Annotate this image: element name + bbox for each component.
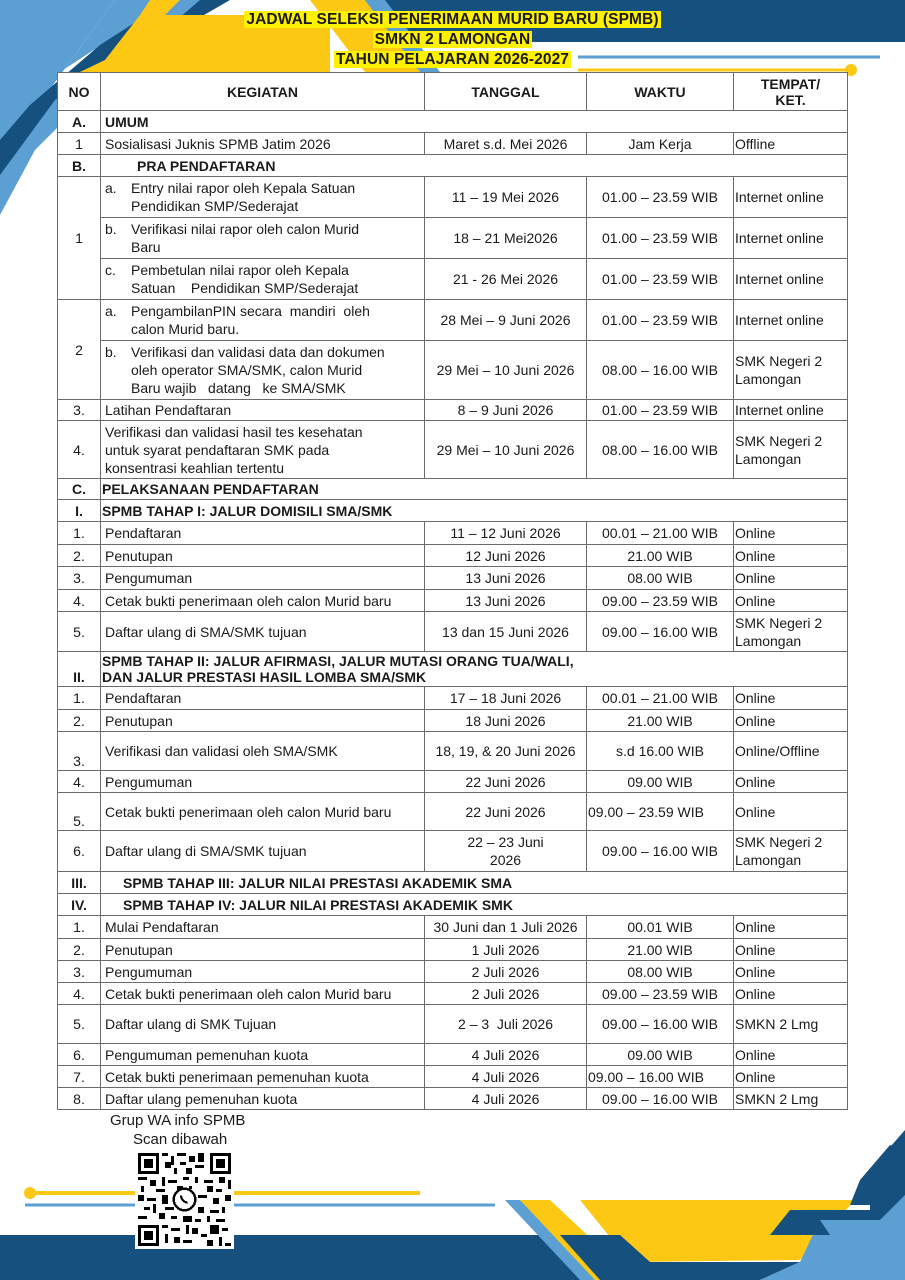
row-no: 1. (58, 916, 101, 939)
row-waktu: Jam Kerja (587, 133, 734, 155)
row-tempat: Internet online (734, 177, 848, 218)
table-row (58, 732, 848, 771)
row-kegiatan: Penutupan (101, 939, 425, 961)
row-waktu: 01.00 – 23.59 WIB (587, 259, 734, 300)
section-row-b (58, 155, 848, 177)
section-row-tahap-2 (58, 652, 848, 687)
row-tanggal: Maret s.d. Mei 2026 (425, 133, 587, 155)
row-no: 2. (58, 939, 101, 961)
row-tempat: Internet online (734, 218, 848, 259)
row-no: 8. (58, 1088, 101, 1110)
sub-letter: b. (105, 344, 117, 360)
row-waktu: 21.00 WIB (587, 939, 734, 961)
tanggal-line: 2026 (489, 852, 522, 868)
kegiatan-line: untuk syarat pendaftaran SMK pada (105, 441, 330, 458)
row-tempat: Online (734, 1044, 848, 1066)
row-no: 3. (58, 400, 101, 421)
row-tanggal: 8 – 9 Juni 2026 (425, 400, 587, 421)
table-row (58, 590, 848, 612)
section-no: A. (58, 111, 101, 133)
table-header-row (58, 73, 848, 111)
table-row (58, 793, 848, 831)
row-no: 2 (58, 300, 101, 400)
row-tanggal: 17 – 18 Juni 2026 (425, 687, 587, 710)
table-row (58, 545, 848, 567)
row-kegiatan: Cetak bukti penerimaan pemenuhan kuota (101, 1066, 425, 1088)
row-tempat (734, 421, 848, 479)
row-tempat: Internet online (734, 400, 848, 421)
row-no: 6. (58, 1044, 101, 1066)
tempat-line: SMK Negeri 2 (735, 432, 823, 449)
section-no: III. (58, 872, 101, 894)
table-row (58, 612, 848, 652)
row-waktu: 00.01 – 21.00 WIB (587, 687, 734, 710)
row-tempat: Online (734, 939, 848, 961)
row-tanggal: 12 Juni 2026 (425, 545, 587, 567)
row-tanggal: 11 – 19 Mei 2026 (425, 177, 587, 218)
sub-letter: a. (105, 180, 117, 196)
row-tempat: Online/Offline (734, 732, 848, 771)
row-tanggal: 28 Mei – 9 Juni 2026 (425, 300, 587, 341)
row-tempat: Online (734, 590, 848, 612)
row-no: 3. (58, 567, 101, 590)
kegiatan-line: Pendidikan SMP/Sederajat (131, 198, 299, 214)
tempat-line: SMK Negeri 2 (735, 353, 823, 369)
row-no: 1 (58, 177, 101, 300)
row-kegiatan: Verifikasi dan validasi oleh SMA/SMK (101, 732, 425, 771)
scan-below-label: Scan dibawah (133, 1131, 228, 1148)
row-tempat (734, 612, 848, 652)
kegiatan-line: Entry nilai rapor oleh Kepala Satuan (131, 180, 356, 196)
table-row (58, 341, 848, 400)
row-no: 1 (58, 133, 101, 155)
table-row (58, 177, 848, 218)
section-no: B. (58, 155, 101, 177)
row-no: 5. (58, 1005, 101, 1044)
row-tanggal: 13 Juni 2026 (425, 567, 587, 590)
row-no: 5. (58, 793, 101, 831)
row-waktu: 09.00 – 23.59 WIB (587, 983, 734, 1005)
row-kegiatan: Pengumuman pemenuhan kuota (101, 1044, 425, 1066)
row-tempat: Online (734, 545, 848, 567)
row-tempat (734, 341, 848, 400)
kegiatan-line: Pembetulan nilai rapor oleh Kepala (131, 262, 349, 278)
row-waktu: 09.00 – 16.00 WIB (587, 1088, 734, 1110)
title-line-2 (0, 31, 905, 49)
table-row (58, 916, 848, 939)
row-waktu: 09.00 – 16.00 WIB (587, 1005, 734, 1044)
row-waktu: 00.01 – 21.00 WIB (587, 522, 734, 545)
row-tempat: Offline (734, 133, 848, 155)
row-no: 3. (58, 732, 101, 771)
row-no: 4. (58, 771, 101, 793)
row-kegiatan: Pengumuman (101, 567, 425, 590)
row-tempat: Online (734, 793, 848, 831)
row-waktu: s.d 16.00 WIB (587, 732, 734, 771)
title-text-2: SMKN 2 LAMONGAN (374, 31, 531, 48)
row-tempat: Online (734, 771, 848, 793)
row-no: 1. (58, 687, 101, 710)
kegiatan-line: Baru wajib datang ke SMA/SMK (131, 380, 346, 396)
row-waktu: 09.00 – 23.59 WIB (587, 793, 734, 831)
row-waktu: 21.00 WIB (587, 545, 734, 567)
sub-letter: c. (105, 262, 116, 278)
row-no: 6. (58, 831, 101, 872)
row-tanggal: 22 Juni 2026 (425, 793, 587, 831)
kegiatan-line: oleh operator SMA/SMK, calon Murid (131, 362, 363, 378)
row-kegiatan: Pengumuman (101, 771, 425, 793)
section-title: SPMB TAHAP IV: JALUR NILAI PRESTASI AKADEMIK SMK (101, 894, 848, 916)
table-row (58, 133, 848, 155)
section-row-tahap-4 (58, 894, 848, 916)
row-kegiatan: Penutupan (101, 710, 425, 732)
table-row (58, 400, 848, 421)
row-no: 1. (58, 522, 101, 545)
kegiatan-line: Satuan Pendidikan SMP/Sederajat (131, 280, 359, 296)
row-kegiatan (101, 218, 425, 259)
section-title: SPMB TAHAP III: JALUR NILAI PRESTASI AKADEMIK SMA (101, 872, 848, 894)
row-waktu: 08.00 – 16.00 WIB (587, 341, 734, 400)
row-tempat: SMKN 2 Lmg (734, 1005, 848, 1044)
kegiatan-line: calon Murid baru. (131, 321, 240, 337)
kegiatan-line: Baru (131, 239, 161, 255)
row-waktu: 01.00 – 23.59 WIB (587, 218, 734, 259)
section-no: II. (58, 652, 101, 687)
row-tanggal: 2 Juli 2026 (425, 961, 587, 983)
section-title-line: DAN JALUR PRESTASI HASIL LOMBA SMA/SMK (102, 669, 427, 685)
row-tempat (734, 831, 848, 872)
row-tanggal: 30 Juni dan 1 Juli 2026 (425, 916, 587, 939)
section-no: I. (58, 500, 101, 522)
col-header-tempat-l2: KET. (775, 91, 806, 108)
table-row (58, 939, 848, 961)
table-row (58, 218, 848, 259)
row-kegiatan: Pengumuman (101, 961, 425, 983)
row-kegiatan: Daftar ulang pemenuhan kuota (101, 1088, 425, 1110)
whatsapp-qr-code-icon[interactable] (135, 1150, 234, 1249)
tempat-line: SMK Negeri 2 (735, 834, 823, 850)
row-kegiatan (101, 177, 425, 218)
sub-letter: a. (105, 303, 117, 319)
row-waktu: 09.00 WIB (587, 1044, 734, 1066)
row-kegiatan: Pendaftaran (101, 687, 425, 710)
tanggal-line: 22 – 23 Juni (467, 834, 544, 850)
table-row (58, 771, 848, 793)
row-kegiatan: Penutupan (101, 545, 425, 567)
row-kegiatan: Cetak bukti penerimaan oleh calon Murid baru (101, 793, 425, 831)
col-header-waktu: WAKTU (587, 73, 734, 111)
section-title-line: SPMB TAHAP II: JALUR AFIRMASI, JALUR MUTASI ORANG TUA/WALI, (102, 653, 574, 669)
row-waktu: 08.00 WIB (587, 961, 734, 983)
row-tanggal: 1 Juli 2026 (425, 939, 587, 961)
row-kegiatan (101, 421, 425, 479)
row-tanggal: 4 Juli 2026 (425, 1088, 587, 1110)
section-title: UMUM (101, 111, 848, 133)
table-row (58, 687, 848, 710)
kegiatan-line: Verifikasi dan validasi hasil tes kesehatan (105, 423, 363, 440)
row-tanggal: 21 - 26 Mei 2026 (425, 259, 587, 300)
row-tempat: Online (734, 1066, 848, 1088)
section-title: PELAKSANAAN PENDAFTARAN (101, 479, 848, 500)
section-title: PRA PENDAFTARAN (101, 155, 848, 177)
row-tanggal: 4 Juli 2026 (425, 1066, 587, 1088)
row-waktu: 01.00 – 23.59 WIB (587, 400, 734, 421)
row-waktu: 08.00 WIB (587, 567, 734, 590)
row-kegiatan: Sosialisasi Juknis SPMB Jatim 2026 (101, 133, 425, 155)
row-no: 4. (58, 421, 101, 479)
table-row (58, 1005, 848, 1044)
tempat-line: Lamongan (735, 371, 802, 387)
row-tanggal: 29 Mei – 10 Juni 2026 (425, 341, 587, 400)
row-tempat: Online (734, 567, 848, 590)
section-row-tahap-1 (58, 500, 848, 522)
row-tanggal: 2 Juli 2026 (425, 983, 587, 1005)
row-tanggal: 13 Juni 2026 (425, 590, 587, 612)
row-tanggal: 11 – 12 Juni 2026 (425, 522, 587, 545)
table-row (58, 710, 848, 732)
row-tanggal: 22 Juni 2026 (425, 771, 587, 793)
section-row-a (58, 111, 848, 133)
col-header-tempat (734, 73, 848, 111)
title-line-1 (0, 11, 905, 29)
row-tanggal: 4 Juli 2026 (425, 1044, 587, 1066)
row-tanggal: 18 – 21 Mei2026 (425, 218, 587, 259)
section-title (101, 652, 848, 687)
table-row (58, 831, 848, 872)
table-row (58, 567, 848, 590)
row-tanggal: 18 Juni 2026 (425, 710, 587, 732)
row-tempat: Online (734, 961, 848, 983)
kegiatan-line: PengambilanPIN secara mandiri oleh (131, 303, 370, 319)
row-kegiatan: Daftar ulang di SMK Tujuan (101, 1005, 425, 1044)
section-no: C. (58, 479, 101, 500)
row-kegiatan: Cetak bukti penerimaan oleh calon Murid baru (101, 590, 425, 612)
section-row-tahap-3 (58, 872, 848, 894)
row-tanggal: 18, 19, & 20 Juni 2026 (425, 732, 587, 771)
tempat-line: Lamongan (735, 450, 802, 467)
tempat-line: Lamongan (735, 852, 802, 868)
section-title: SPMB TAHAP I: JALUR DOMISILI SMA/SMK (101, 500, 848, 522)
table-row (58, 300, 848, 341)
row-no: 2. (58, 545, 101, 567)
row-tempat: Online (734, 710, 848, 732)
col-header-tempat-l1: TEMPAT/ (760, 75, 821, 92)
row-waktu: 08.00 – 16.00 WIB (587, 421, 734, 479)
row-no: 3. (58, 961, 101, 983)
table-row (58, 1066, 848, 1088)
row-no: 4. (58, 983, 101, 1005)
row-kegiatan: Pendaftaran (101, 522, 425, 545)
row-no: 7. (58, 1066, 101, 1088)
row-tempat: SMKN 2 Lmg (734, 1088, 848, 1110)
title-line-3 (0, 51, 905, 69)
row-kegiatan: Mulai Pendaftaran (101, 916, 425, 939)
table-row (58, 983, 848, 1005)
row-no: 2. (58, 710, 101, 732)
row-tanggal: 29 Mei – 10 Juni 2026 (425, 421, 587, 479)
col-header-kegiatan: KEGIATAN (101, 73, 425, 111)
row-kegiatan: Daftar ulang di SMA/SMK tujuan (101, 831, 425, 872)
tempat-line: Lamongan (735, 632, 802, 649)
row-tempat: Online (734, 916, 848, 939)
kegiatan-line: konsentrasi keahlian tertentu (105, 459, 284, 476)
row-tanggal: 2 – 3 Juli 2026 (425, 1005, 587, 1044)
section-no: IV. (58, 894, 101, 916)
table-row (58, 259, 848, 300)
row-kegiatan (101, 341, 425, 400)
title-text-1: JADWAL SELEKSI PENERIMAAN MURID BARU (SPMB) (246, 11, 659, 28)
table-row (58, 421, 848, 479)
row-tanggal: 13 dan 15 Juni 2026 (425, 612, 587, 652)
table-row (58, 1044, 848, 1066)
wa-group-label: Grup WA info SPMB (110, 1112, 246, 1129)
row-tanggal (425, 831, 587, 872)
row-kegiatan: Latihan Pendaftaran (101, 400, 425, 421)
row-no: 5. (58, 612, 101, 652)
row-tempat: Internet online (734, 300, 848, 341)
row-kegiatan: Daftar ulang di SMA/SMK tujuan (101, 612, 425, 652)
table-row (58, 522, 848, 545)
table-row (58, 1088, 848, 1110)
row-waktu: 09.00 – 16.00 WIB (587, 831, 734, 872)
kegiatan-line: Verifikasi nilai rapor oleh calon Murid (131, 221, 359, 237)
row-waktu: 01.00 – 23.59 WIB (587, 300, 734, 341)
row-tempat: Online (734, 522, 848, 545)
tempat-line: SMK Negeri 2 (735, 614, 823, 631)
row-kegiatan (101, 259, 425, 300)
sub-letter: b. (105, 221, 117, 237)
row-waktu: 09.00 – 16.00 WIB (587, 1066, 734, 1088)
row-waktu: 09.00 WIB (587, 771, 734, 793)
section-row-c (58, 479, 848, 500)
row-waktu: 01.00 – 23.59 WIB (587, 177, 734, 218)
row-tempat: Internet online (734, 259, 848, 300)
row-waktu: 00.01 WIB (587, 916, 734, 939)
table-row (58, 961, 848, 983)
row-waktu: 09.00 – 23.59 WIB (587, 590, 734, 612)
row-waktu: 09.00 – 16.00 WIB (587, 612, 734, 652)
row-tempat: Online (734, 983, 848, 1005)
title-text-3: TAHUN PELAJARAN 2026-2027 (335, 51, 570, 68)
row-kegiatan (101, 300, 425, 341)
kegiatan-line: Verifikasi dan validasi data dan dokumen (131, 344, 385, 360)
row-kegiatan: Cetak bukti penerimaan oleh calon Murid baru (101, 983, 425, 1005)
row-tempat: Online (734, 687, 848, 710)
row-no: 4. (58, 590, 101, 612)
col-header-tanggal: TANGGAL (425, 73, 587, 111)
schedule-table (57, 72, 848, 1110)
col-header-no: NO (58, 73, 101, 111)
row-waktu: 21.00 WIB (587, 710, 734, 732)
